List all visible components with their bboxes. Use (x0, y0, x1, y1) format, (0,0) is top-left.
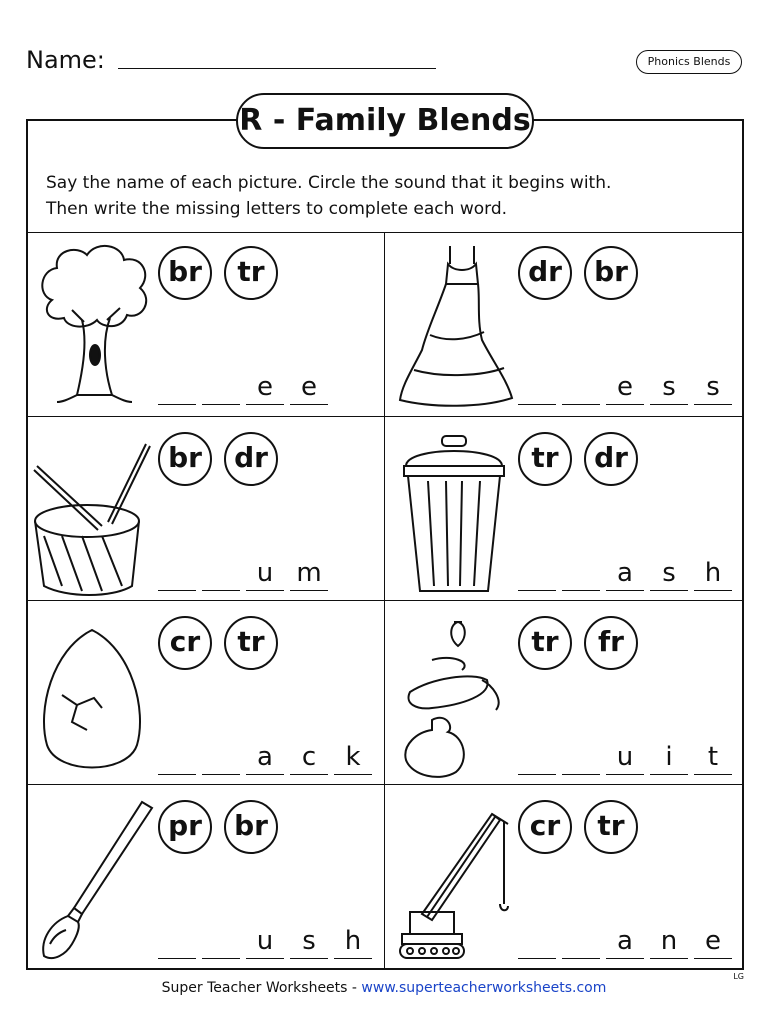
letter-slot[interactable] (562, 370, 600, 405)
option-circle[interactable]: tr (224, 616, 278, 670)
footer (0, 980, 768, 996)
divider (26, 416, 744, 417)
instructions (46, 170, 611, 222)
footer-text: Super Teacher Worksheets - (161, 980, 362, 996)
name-write-line[interactable] (118, 68, 436, 69)
option-circle[interactable]: br (158, 246, 212, 300)
option-circle[interactable]: cr (518, 800, 572, 854)
letter-slot: a (246, 740, 284, 775)
option-circle[interactable]: tr (584, 800, 638, 854)
cracked-egg-picture (32, 610, 156, 780)
divider (384, 232, 385, 970)
letter-slot: t (694, 740, 732, 775)
letter-slot[interactable] (562, 556, 600, 591)
option-circle[interactable]: tr (518, 616, 572, 670)
letter-slot: u (246, 924, 284, 959)
instruction-line: Say the name of each picture. Circle the sound that it begins with. (46, 173, 612, 193)
topic-badge: Phonics Blends (636, 50, 742, 74)
option-circle[interactable]: pr (158, 800, 212, 854)
fruit-picture (392, 610, 516, 780)
letter-slot: i (650, 740, 688, 775)
option-circle[interactable]: tr (518, 432, 572, 486)
letter-slot: s (650, 370, 688, 405)
letter-slot: a (606, 924, 644, 959)
letter-slot: u (606, 740, 644, 775)
drum-picture (32, 426, 156, 596)
letter-slot: s (694, 370, 732, 405)
letter-slot[interactable] (158, 370, 196, 405)
letter-slot[interactable] (158, 556, 196, 591)
option-circle[interactable]: dr (518, 246, 572, 300)
letter-slot: s (290, 924, 328, 959)
exercise-item (386, 602, 744, 786)
letter-slot: c (290, 740, 328, 775)
letter-slot: s (650, 556, 688, 591)
exercise-item (26, 418, 384, 602)
option-circle[interactable]: dr (224, 432, 278, 486)
letter-slot: h (694, 556, 732, 591)
exercise-item (386, 418, 744, 602)
crane-picture (392, 794, 516, 964)
name-label: Name: (26, 46, 105, 74)
instruction-line: Then write the missing letters to complete each word. (46, 199, 508, 219)
exercise-item (26, 232, 384, 416)
letter-slot[interactable] (202, 924, 240, 959)
letter-slot[interactable] (202, 556, 240, 591)
letter-slot[interactable] (518, 556, 556, 591)
exercise-item (386, 232, 744, 416)
letter-slot: a (606, 556, 644, 591)
option-circle[interactable]: br (158, 432, 212, 486)
exercise-item (26, 602, 384, 786)
worksheet-title: R - Family Blends (236, 93, 534, 149)
letter-slot: e (606, 370, 644, 405)
option-circle[interactable]: tr (224, 246, 278, 300)
exercise-item (386, 786, 744, 970)
trash-can-picture (392, 426, 516, 596)
letter-slot: n (650, 924, 688, 959)
option-circle[interactable]: cr (158, 616, 212, 670)
letter-slot: e (290, 370, 328, 405)
letter-slot: u (246, 556, 284, 591)
option-circle[interactable]: br (584, 246, 638, 300)
letter-slot[interactable] (562, 740, 600, 775)
letter-slot[interactable] (562, 924, 600, 959)
option-circle[interactable]: dr (584, 432, 638, 486)
option-circle[interactable]: fr (584, 616, 638, 670)
letter-slot: e (694, 924, 732, 959)
letter-slot[interactable] (158, 924, 196, 959)
letter-slot[interactable] (202, 740, 240, 775)
letter-slot[interactable] (158, 740, 196, 775)
footer-link[interactable]: www.superteacherworksheets.com (361, 980, 607, 996)
letter-slot: e (246, 370, 284, 405)
letter-slot[interactable] (202, 370, 240, 405)
exercise-grid (26, 232, 744, 970)
brush-picture (32, 794, 156, 964)
dress-picture (392, 240, 516, 410)
letter-slot[interactable] (518, 370, 556, 405)
letter-slot[interactable] (518, 740, 556, 775)
corner-mark: LG (733, 972, 744, 981)
option-circle[interactable]: br (224, 800, 278, 854)
tree-picture (32, 240, 156, 410)
letter-slot: m (290, 556, 328, 591)
letter-slot: k (334, 740, 372, 775)
exercise-item (26, 786, 384, 970)
letter-slot[interactable] (518, 924, 556, 959)
letter-slot: h (334, 924, 372, 959)
